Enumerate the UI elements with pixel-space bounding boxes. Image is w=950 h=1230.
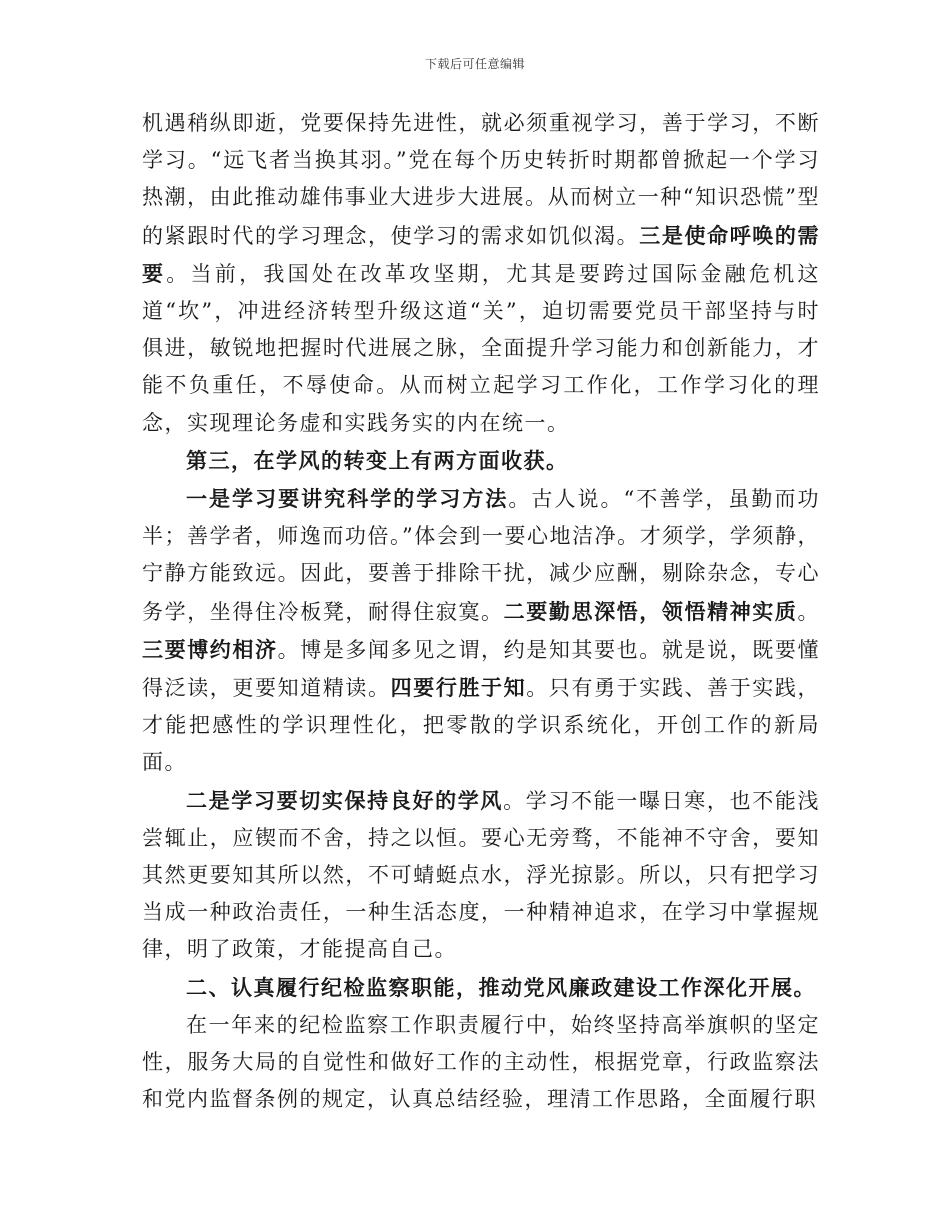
bold-heading-method: 一是学习要讲究科学的学习方法	[186, 486, 509, 512]
section-heading-two	[142, 969, 820, 1007]
paragraph-text: 。古人说。“不善学，虽勤而功半；善学者，师逸而功倍。”体会到一要心地洁净。才须学，学须静，宁静方能致远。因此，要善于排除干扰，减少应酬，剔除杂念，专心务学，坐得住冷板凳，耐得住寂寞。	[142, 487, 820, 624]
heading-text: 二、认真履行纪检监察职能，推动党风廉政建设工作深化开展。	[186, 974, 816, 1000]
document-body	[142, 105, 820, 1118]
paragraph-text: 。博是多闻多见之谓，约是知其要也。就是说，既要懂得泛读，更要知道精读。	[142, 637, 821, 701]
heading-text: 第三，在学风的转变上有两方面收获。	[186, 447, 569, 473]
paragraph-text: 。	[797, 599, 821, 624]
paragraph-text: 在一年来的纪检监察工作职责履行中，始终坚持高举旗帜的坚定性，服务大局的自觉性和做好工作的主动性，根据党章，行政监察法和党内监督条例的规定，认真总结经验，理清工作思路，全面履行职	[142, 1012, 820, 1112]
bold-heading-think: 二要勤思深悟，领悟精神实质	[503, 598, 798, 624]
bold-heading-mission: 三是使命呼唤的需要	[142, 222, 821, 286]
header-note: 下载后可任意编辑	[424, 57, 525, 71]
paragraph-learning-need	[142, 105, 820, 442]
paragraph-text: 机遇稍纵即逝，党要保持先进性，就必须重视学习，善于学习，不断学习。“远飞者当换其羽。”党在每个历史转折时期都曾掀起一个学习热潮，由此推动雄伟事业大进步大进展。从而树立一种“知识恐慌”型的紧跟时代的学习理念，使学习的需求如饥似渴。	[142, 111, 820, 248]
section-heading-third	[142, 442, 820, 480]
bold-heading-style: 二是学习要切实保持良好的学风	[186, 787, 504, 813]
paragraph-text: 。学习不能一曝日寒，也不能浅尝辄止，应锲而不舍，持之以恒。要心无旁骛，不能神不守舍，要知其然更要知其所以然，不可蜻蜓点水，浮光掠影。所以，只有把学习当成一种政治责任，一种生活态度，一种精神追求，在学习中掌握规律，明了政策，才能提高自己。	[142, 788, 821, 962]
bold-heading-broad: 三要博约相济	[142, 636, 278, 662]
paragraph-text: 。当前，我国处在改革攻坚期，尤其是要跨过国际金融危机这道“坎”，冲进经济转型升级这道“关”，迫切需要党员干部坚持与时俱进，敏锐地把握时代进展之脉，全面提升学习能力和创新能力，才能不负重任，不辱使命。从而树立起学习工作化，工作学习化的理念，实现理论务虚和实践务实的内在统一。	[142, 261, 821, 435]
paragraph-text: 。只有勇于实践、善于实践，才能把感性的学识理性化，把零散的学识系统化，开创工作的新局面。	[142, 676, 821, 775]
paragraph-study-style	[142, 782, 820, 969]
bold-heading-practice: 四要行胜于知	[390, 675, 527, 701]
paragraph-discipline-work	[142, 1007, 820, 1119]
paragraph-learning-method	[142, 480, 820, 782]
